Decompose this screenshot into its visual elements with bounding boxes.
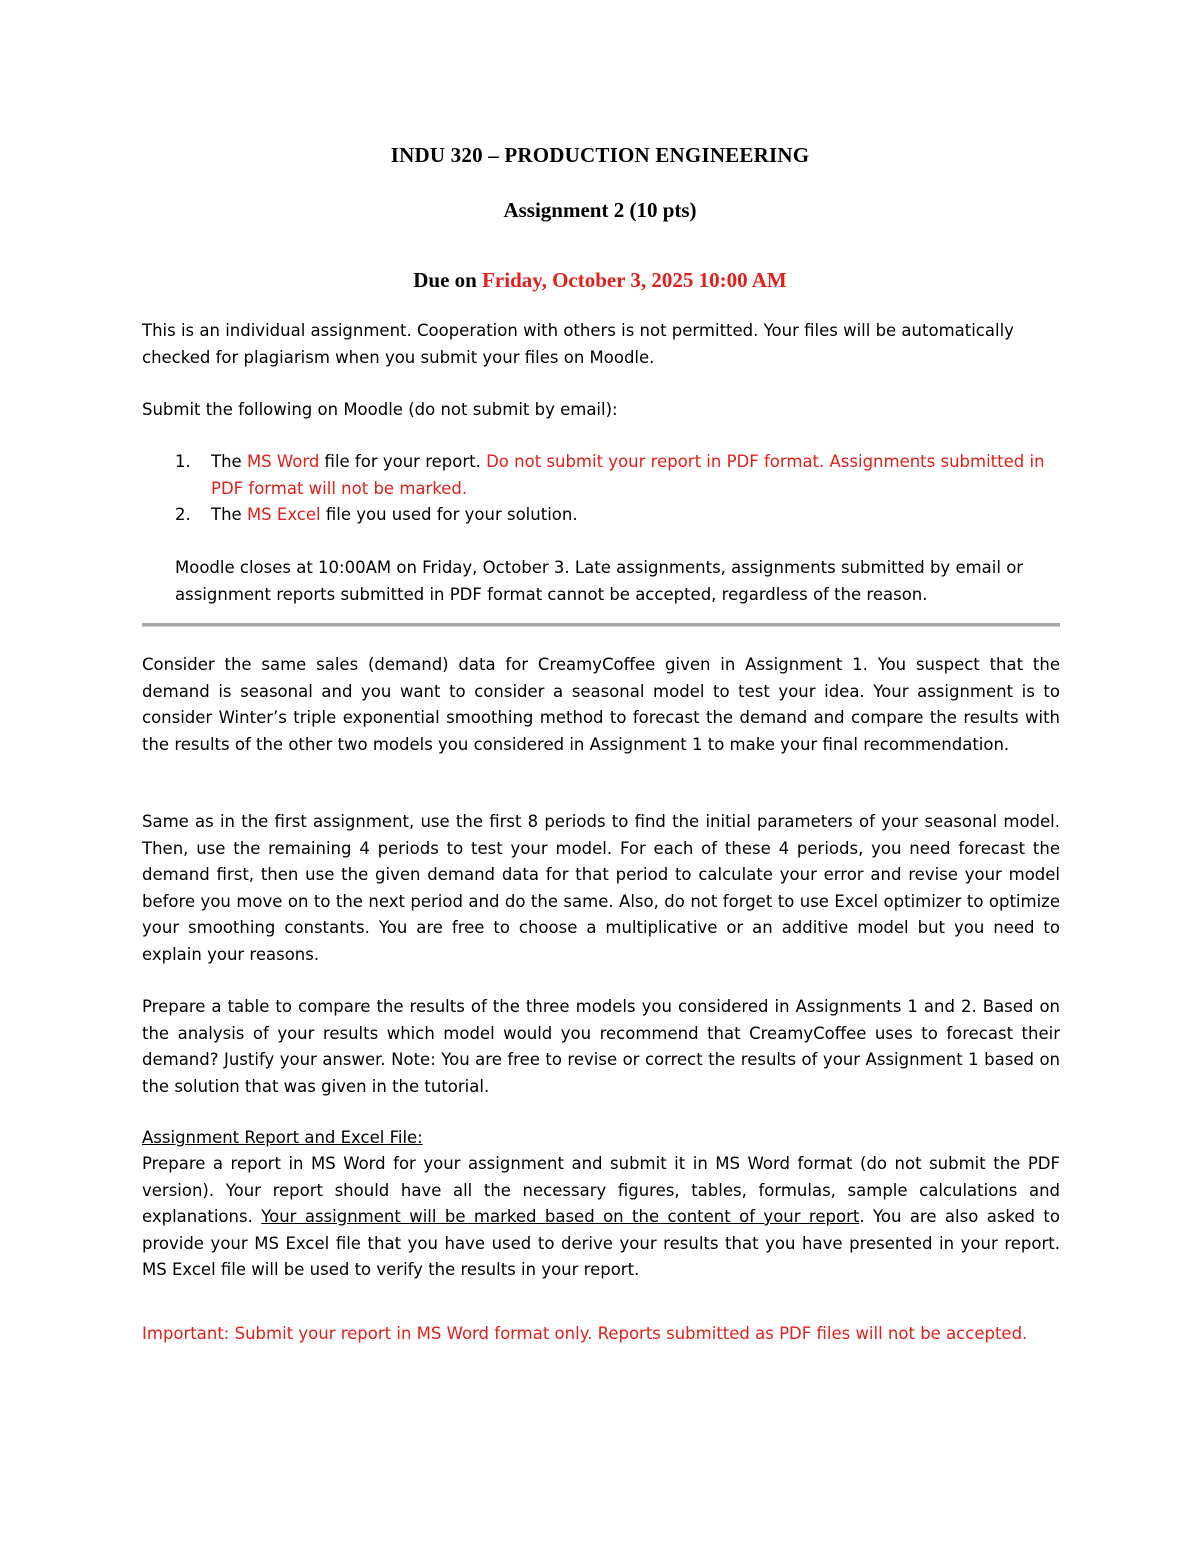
body-paragraph-2: Same as in the first assignment, use the first 8 periods to find the initial parameters of your seasonal model. Then, use the remaining 4 periods to test your model. For each of these 4 periods, you need forecast the demand first, then use the given demand data for that period to calculate your error and revise your model before you move on to the next period and do the same. Also, do not forget to use Excel optimizer to optimize your smoothing constants. You are free to choose a multiplicative or an additive model but you need to explain your reasons. bbox=[142, 812, 1060, 964]
moodle-note: Moodle closes at 10:00AM on Friday, October 3. Late assignments, assignments submitted by email or assignment reports submitted in PDF format cannot be accepted, regardless of the reason. bbox=[175, 558, 1024, 604]
body-paragraph-3: Prepare a table to compare the results of the three models you considered in Assignments 1 and 2. Based on the analysis of your results which model would you recommend that CreamyCoffee uses to forecast their demand? Justify your answer. Note: You are free to revise or correct the results of your Assignment 1 based on the solution that was given in the tutorial. bbox=[142, 997, 1060, 1096]
intro-paragraph: This is an individual assignment. Cooperation with others is not permitted. Your files will be automatically checked for plagiarism when you submit your files on Moodle. bbox=[142, 321, 1014, 367]
due-date: Friday, October 3, 2025 10:00 AM bbox=[482, 268, 787, 292]
course-title: INDU 320 – PRODUCTION ENGINEERING bbox=[390, 143, 810, 167]
list-number: 2. bbox=[175, 505, 191, 524]
report-section-paragraph bbox=[142, 1151, 1060, 1284]
important-note: Important: Submit your report in MS Word format only. Reports submitted as PDF files will not be accepted. bbox=[142, 1324, 1028, 1343]
list-item bbox=[175, 449, 1060, 502]
underlined-statement: Your assignment will be marked based on the content of your report bbox=[261, 1207, 860, 1226]
pdf-warning: Do not submit your report in PDF format. Assignments submitted in PDF format will not be marked. bbox=[211, 452, 1045, 498]
due-prefix: Due on bbox=[413, 268, 483, 292]
ms-excel-highlight: MS Excel bbox=[246, 505, 321, 524]
list-text: The bbox=[211, 505, 247, 524]
submit-list bbox=[175, 449, 1060, 529]
horizontal-divider bbox=[142, 623, 1060, 627]
assignment-title: Assignment 2 (10 pts) bbox=[503, 198, 697, 222]
report-text: Prepare a report in MS Word for your assignment and submit it in MS Word format (do not submit the PDF version). Your report should have all the necessary figures, tables, formulas, sample calculations and explanations. bbox=[142, 1154, 1060, 1226]
due-line bbox=[0, 268, 1200, 293]
list-text: file for your report. bbox=[319, 452, 487, 471]
report-text: . You are also asked to provide your MS Excel file that you have used to derive your results that you have presented in your report. MS Excel file will be used to verify the results in your report. bbox=[142, 1207, 1060, 1279]
list-text: The bbox=[211, 452, 247, 471]
list-number: 1. bbox=[175, 452, 191, 471]
list-item bbox=[175, 502, 1060, 529]
ms-word-highlight: MS Word bbox=[246, 452, 320, 471]
submit-heading: Submit the following on Moodle (do not submit by email): bbox=[142, 400, 618, 419]
body-paragraph-1: Consider the same sales (demand) data for CreamyCoffee given in Assignment 1. You suspect that the demand is seasonal and you want to consider a seasonal model to test your idea. Your assignment is to consider Winter’s triple exponential smoothing method to forecast the demand and compare the results with the results of the other two models you considered in Assignment 1 to make your final recommendation. bbox=[142, 655, 1060, 754]
report-section-heading: Assignment Report and Excel File: bbox=[142, 1128, 423, 1147]
list-text: file you used for your solution. bbox=[320, 505, 578, 524]
